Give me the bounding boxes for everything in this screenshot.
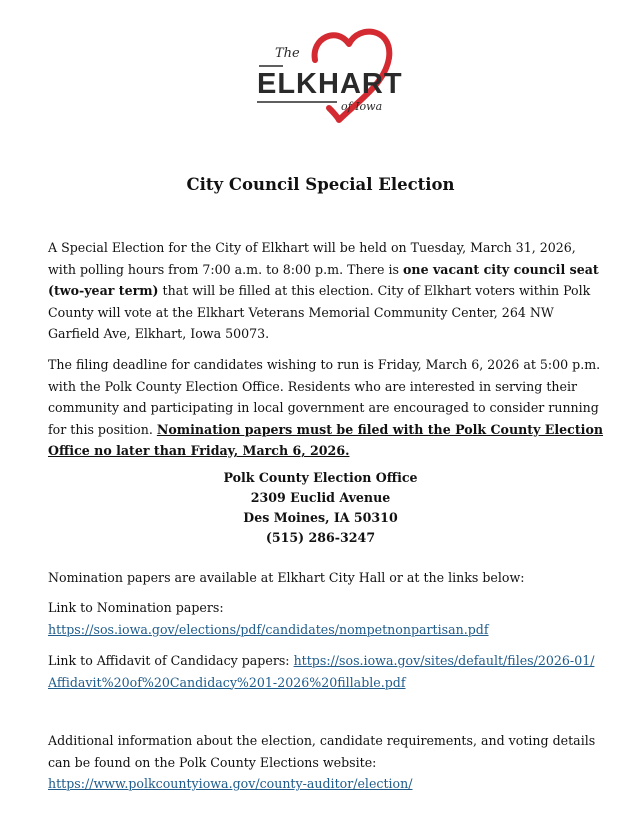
office-city: Des Moines, IA 50310	[243, 510, 398, 525]
additional-info-block	[48, 730, 603, 795]
affidavit-label: Link to Affidavit of Candidacy papers:	[48, 653, 294, 668]
page-title: City Council Special Election	[186, 175, 455, 194]
additional-info-text: Additional information about the election, candidate requirements, and voting details can be found on the Polk County Elections website:	[48, 733, 596, 770]
filing-text: The filing deadline for candidates wishing to run is Friday, March 6, 2026 at 5:00 p.m. with the Polk County Election Office. Residents who are interested in serving their community and participating in local government are encouraged to consider running for this position.	[48, 357, 601, 437]
election-text-1: A Special Election for the City of Elkhart will be held on Tuesday, March 31, 2026, with polling hours from 7:00 a.m. to 8:00 p.m. There is	[48, 240, 576, 277]
election-paragraph	[48, 237, 603, 345]
availability-text: Nomination papers are available at Elkhart City Hall or at the links below:	[48, 570, 525, 585]
logo-of-text: of Iowa	[341, 100, 383, 113]
affidavit-link-block	[48, 650, 603, 693]
logo-name-text: ELKHART	[257, 68, 403, 100]
election-office-address	[0, 468, 641, 548]
logo-the-text: The	[275, 46, 300, 61]
vacant-seat-text: one vacant city council seat (two-year term)	[48, 261, 599, 298]
filing-paragraph	[48, 354, 603, 462]
nomination-label: Link to Nomination papers:	[48, 600, 224, 615]
affidavit-link[interactable]: https://sos.iowa.gov/sites/default/files/2026-01/Affidavit%20of%20Candidacy%201-2026%20fillable.pdf	[48, 653, 595, 690]
filing-deadline-notice: Nomination papers must be filed with the Polk County Election Office no later than Friday, March 6, 2026.	[48, 421, 604, 458]
office-name: Polk County Election Office	[223, 470, 418, 485]
office-street: 2309 Euclid Avenue	[250, 490, 391, 505]
city-logo	[253, 20, 403, 128]
office-phone: (515) 286-3247	[265, 530, 376, 545]
election-text-2: that will be filled at this election. City of Elkhart voters within Polk County will vote at the Elkhart Veterans Memorial Community Center, 264 NW Garfield Ave, Elkhart, Iowa 50073.	[48, 283, 591, 341]
nomination-link-block	[48, 597, 603, 640]
polk-elections-link[interactable]: https://www.polkcountyiowa.gov/county-auditor/election/	[48, 776, 413, 791]
nomination-link[interactable]: https://sos.iowa.gov/elections/pdf/candidates/nompetnonpartisan.pdf	[48, 621, 489, 637]
